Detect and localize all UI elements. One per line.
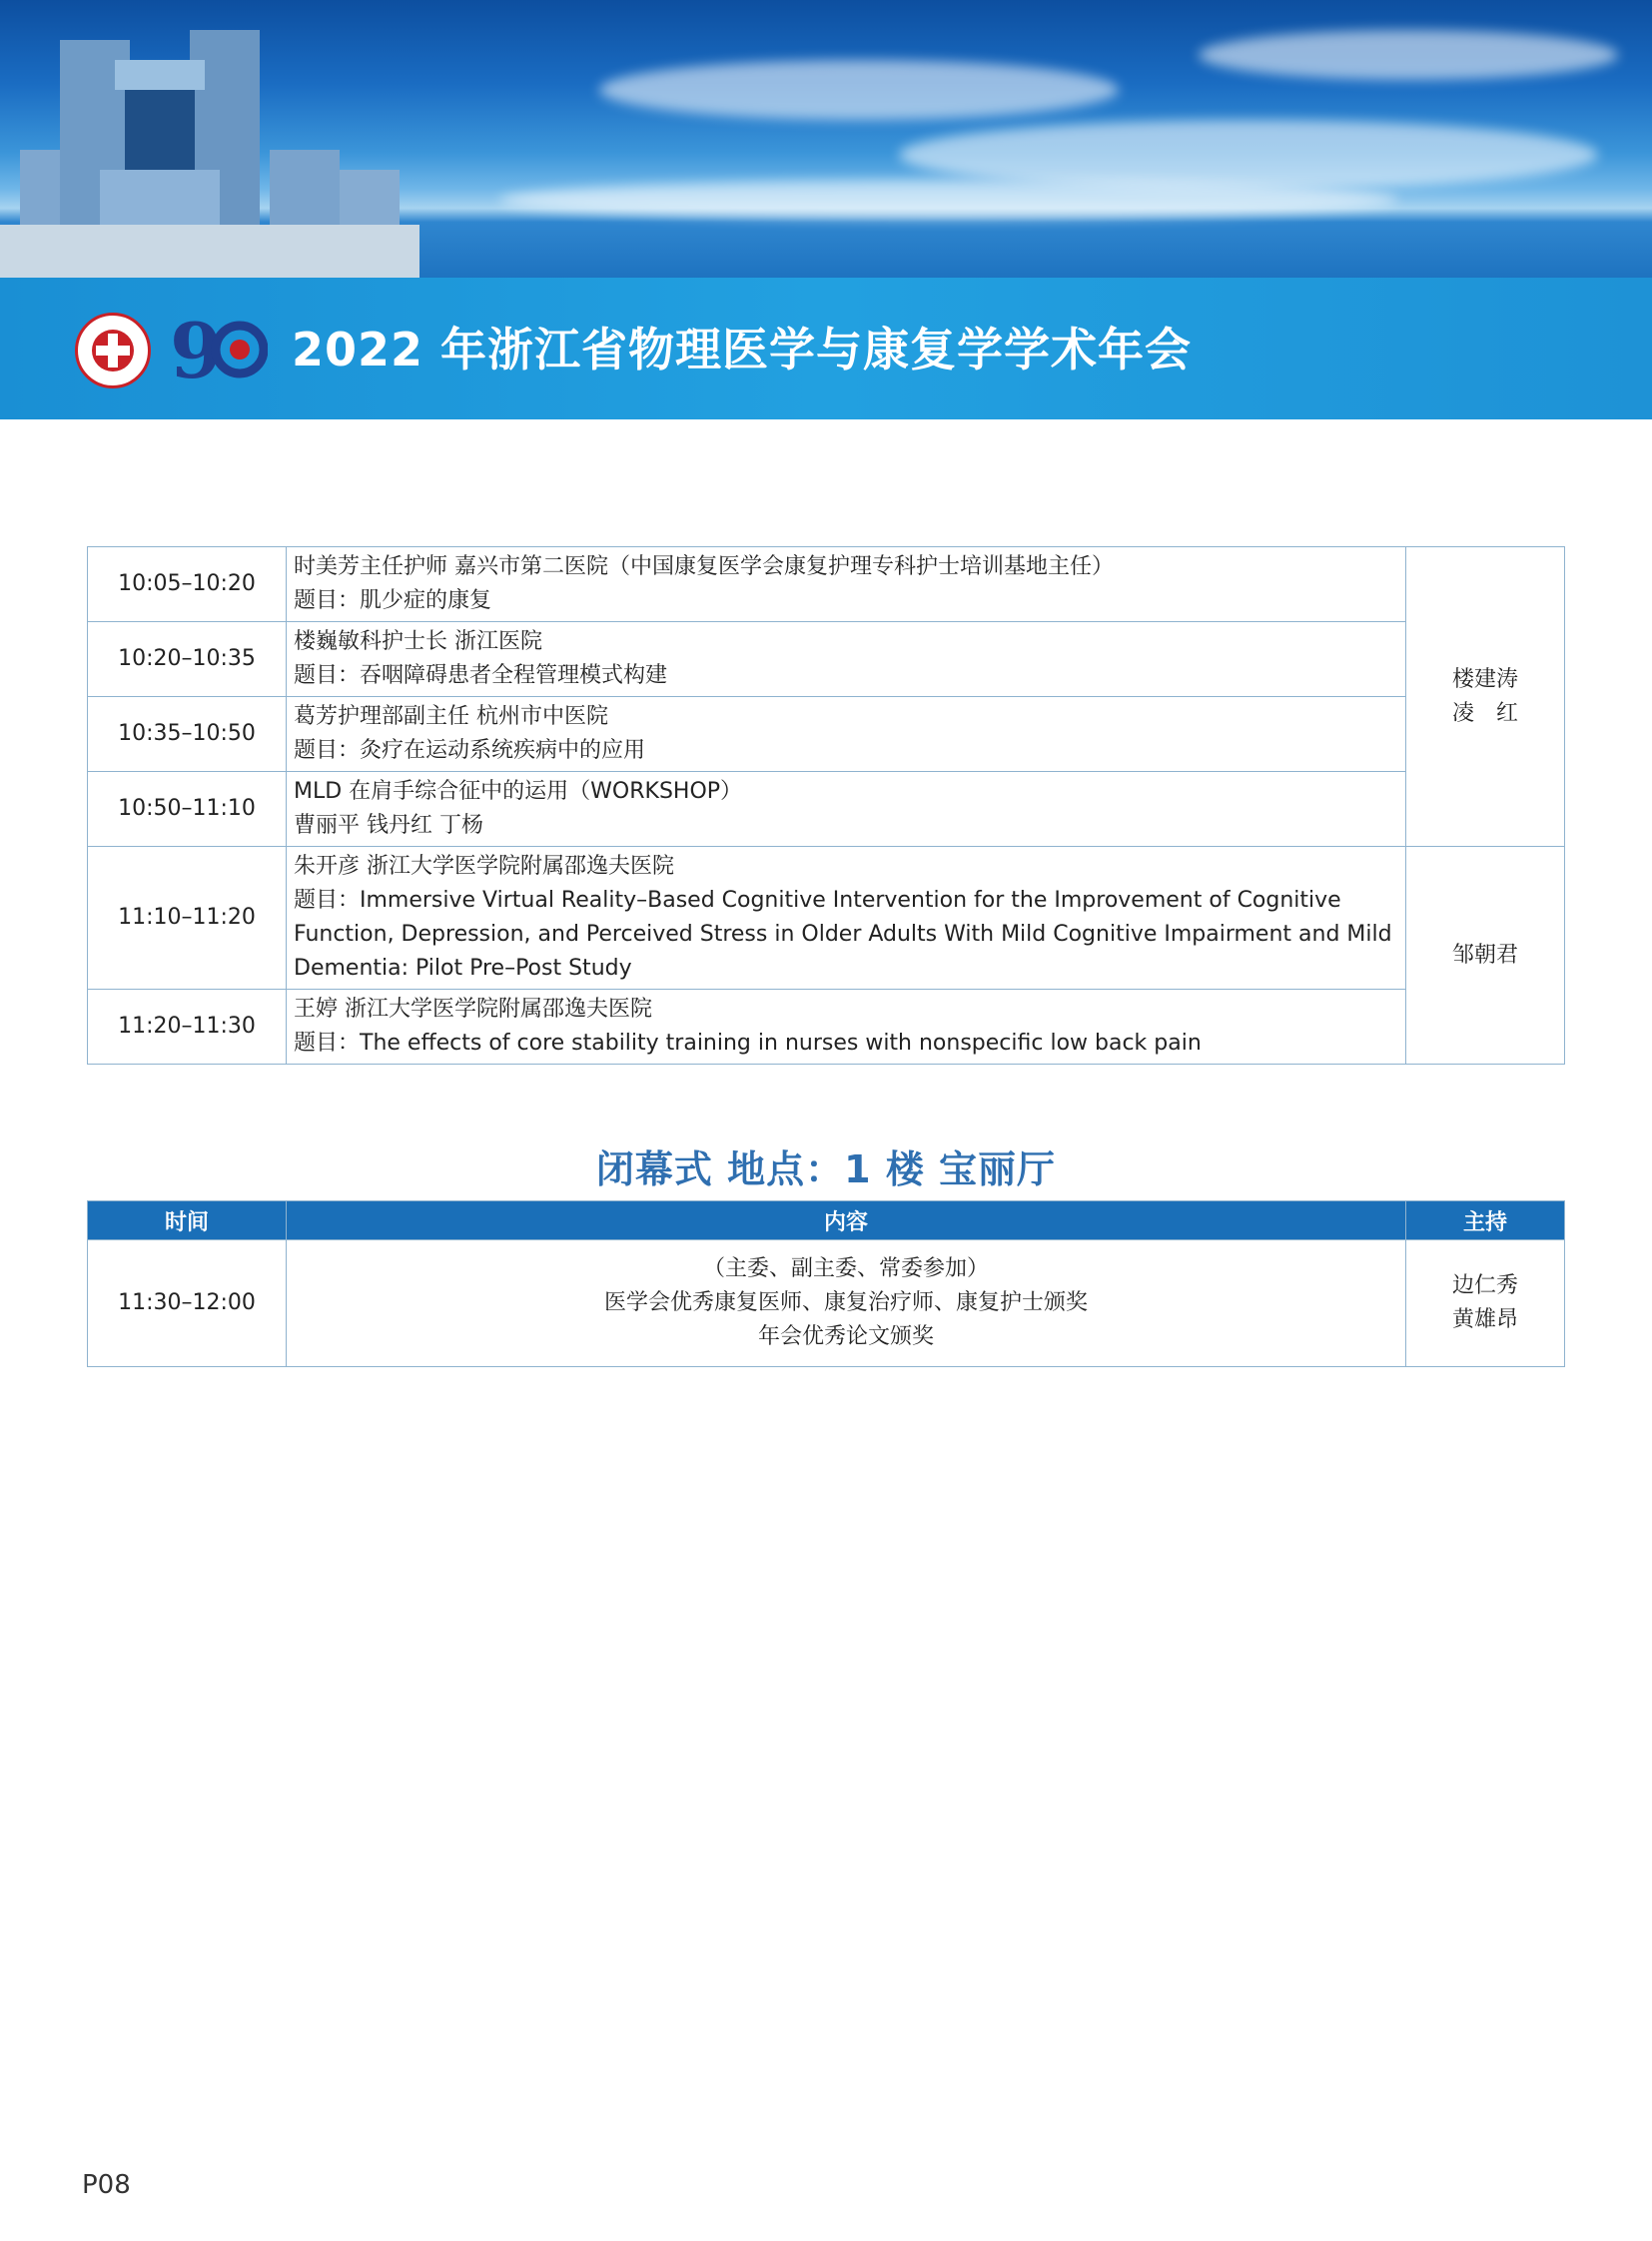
content-line: 楼巍敏科护士长 浙江医院: [294, 629, 542, 654]
closing-table: [87, 1200, 1565, 1367]
content-cell: [287, 772, 1406, 847]
page-number: P08: [82, 2170, 131, 2200]
time-cell: 11:30–12:00: [88, 1240, 287, 1367]
column-header-content: 内容: [287, 1201, 1406, 1240]
content-line: 题目：The effects of core stability training in nurses with nonspecific low back pain: [294, 1031, 1202, 1056]
page-title: 2022 年浙江省物理医学与康复学学术年会: [292, 323, 1193, 376]
content-cell: [287, 697, 1406, 772]
content-line: 医学会优秀康复医师、康复治疗师、康复护士颁奖: [603, 1290, 1088, 1315]
table-header-row: [88, 1201, 1565, 1240]
content-line: 朱开彦 浙江大学医学院附属邵逸夫医院: [294, 854, 674, 879]
header-banner: [0, 0, 1652, 278]
content-cell: [287, 547, 1406, 622]
host-cell: [1406, 547, 1565, 847]
building-skyline-image: [0, 0, 419, 278]
cloud-decoration: [1199, 30, 1618, 80]
content-line: 曹丽平 钱丹红 丁杨: [294, 813, 483, 838]
time-cell: 11:10–11:20: [88, 847, 287, 990]
content-line: MLD 在肩手综合征中的运用（WORKSHOP）: [294, 779, 743, 804]
content-line: 题目：灸疗在运动系统疾病中的应用: [294, 738, 646, 763]
column-header-host: 主持: [1406, 1201, 1565, 1240]
host-cell: [1406, 847, 1565, 1065]
content-line: Dementia: Pilot Pre–Post Study: [294, 956, 632, 981]
time-cell: 10:35–10:50: [88, 697, 287, 772]
content-line: 王婷 浙江大学医学院附属邵逸夫医院: [294, 997, 652, 1022]
host-name: 邹朝君: [1451, 942, 1518, 968]
host-name: 黄雄昂: [1451, 1307, 1518, 1332]
time-cell: 10:20–10:35: [88, 622, 287, 697]
content-cell: [287, 622, 1406, 697]
svg-text:9: 9: [170, 308, 223, 395]
content-line: 时美芳主任护师 嘉兴市第二医院（中国康复医学会康复护理专科护士培训基地主任）: [294, 554, 1114, 579]
cloud-decoration: [599, 60, 1119, 120]
host-name: 楼建涛: [1451, 666, 1518, 692]
table-row: [88, 847, 1565, 990]
time-cell: 10:50–11:10: [88, 772, 287, 847]
table-row: [88, 1240, 1565, 1367]
column-header-time: 时间: [88, 1201, 287, 1240]
content-line: 年会优秀论文颁奖: [757, 1324, 934, 1349]
content-line: 题目：吞咽障碍患者全程管理模式构建: [294, 663, 668, 688]
content-cell: [287, 990, 1406, 1065]
table-row: [88, 990, 1565, 1065]
table-row: [88, 547, 1565, 622]
content-cell: [287, 1240, 1406, 1367]
table-row: [88, 772, 1565, 847]
content-line: 题目：肌少症的康复: [294, 588, 492, 613]
time-cell: 11:20–11:30: [88, 990, 287, 1065]
host-name: 凌 红: [1451, 700, 1518, 726]
content-line: （主委、副主委、常委参加）: [702, 1256, 989, 1281]
host-cell: [1406, 1240, 1565, 1367]
table-row: [88, 622, 1565, 697]
program-table: [87, 546, 1565, 1065]
cloud-decoration: [499, 180, 1398, 220]
table-row: [88, 697, 1565, 772]
content-line: Function, Depression, and Perceived Stress in Older Adults With Mild Cognitive Impairment and Mild: [294, 922, 1392, 947]
content-line: 葛芳护理部副主任 杭州市中医院: [294, 704, 608, 729]
time-cell: 10:05–10:20: [88, 547, 287, 622]
content-line: 题目：Immersive Virtual Reality–Based Cognitive Intervention for the Improvement of Cognitive: [294, 888, 1341, 913]
anniversary-90-logo: [168, 308, 268, 397]
content-cell: [287, 847, 1406, 990]
host-name: 边仁秀: [1451, 1273, 1518, 1298]
closing-section-title: 闭幕式 地点：1 楼 宝丽厅: [595, 1147, 1057, 1191]
association-logo: [75, 313, 151, 388]
